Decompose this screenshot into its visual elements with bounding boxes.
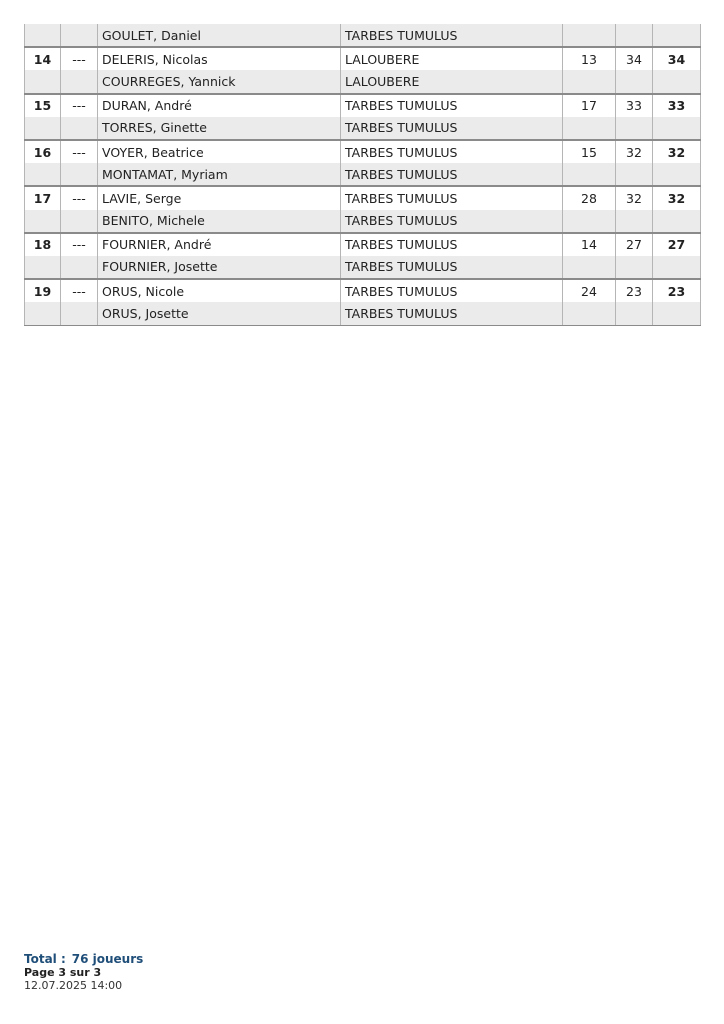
rank-cell bbox=[25, 70, 61, 93]
rank-cell bbox=[25, 117, 61, 140]
club-cell: TARBES TUMULUS bbox=[341, 210, 563, 233]
mark-cell bbox=[61, 256, 98, 279]
table-row bbox=[25, 117, 701, 140]
rank-cell: 19 bbox=[25, 279, 61, 302]
total-label: Total : bbox=[24, 952, 66, 966]
total-score-cell bbox=[653, 210, 701, 233]
rank-cell bbox=[25, 210, 61, 233]
total-score-cell bbox=[653, 117, 701, 140]
club-cell: TARBES TUMULUS bbox=[341, 279, 563, 302]
table-row bbox=[25, 302, 701, 325]
score-2-cell bbox=[616, 256, 653, 279]
mark-cell: --- bbox=[61, 233, 98, 256]
rank-cell: 14 bbox=[25, 47, 61, 70]
mark-cell bbox=[61, 163, 98, 186]
table-row bbox=[25, 186, 701, 209]
mark-cell bbox=[61, 302, 98, 325]
total-score-cell bbox=[653, 70, 701, 93]
player-name-cell: DELERIS, Nicolas bbox=[98, 47, 341, 70]
score-1-cell bbox=[563, 302, 616, 325]
rank-cell bbox=[25, 302, 61, 325]
score-2-cell: 33 bbox=[616, 94, 653, 117]
player-name-cell: ORUS, Nicole bbox=[98, 279, 341, 302]
score-2-cell: 32 bbox=[616, 186, 653, 209]
rank-cell: 16 bbox=[25, 140, 61, 163]
score-2-cell: 34 bbox=[616, 47, 653, 70]
table-row bbox=[25, 47, 701, 70]
club-cell: TARBES TUMULUS bbox=[341, 94, 563, 117]
rank-cell: 15 bbox=[25, 94, 61, 117]
club-cell: TARBES TUMULUS bbox=[341, 140, 563, 163]
club-cell: TARBES TUMULUS bbox=[341, 24, 563, 47]
total-score-cell: 33 bbox=[653, 94, 701, 117]
rank-cell: 17 bbox=[25, 186, 61, 209]
player-name-cell: TORRES, Ginette bbox=[98, 117, 341, 140]
score-1-cell: 24 bbox=[563, 279, 616, 302]
score-1-cell: 17 bbox=[563, 94, 616, 117]
score-1-cell: 14 bbox=[563, 233, 616, 256]
mark-cell: --- bbox=[61, 94, 98, 117]
total-score-cell: 23 bbox=[653, 279, 701, 302]
mark-cell bbox=[61, 117, 98, 140]
total-score-cell bbox=[653, 24, 701, 47]
table-body bbox=[25, 24, 701, 325]
table-row bbox=[25, 210, 701, 233]
table-row bbox=[25, 94, 701, 117]
page-number: Page 3 sur 3 bbox=[24, 966, 102, 979]
player-name-cell: VOYER, Beatrice bbox=[98, 140, 341, 163]
print-timestamp: 12.07.2025 14:00 bbox=[24, 979, 123, 992]
player-name-cell: MONTAMAT, Myriam bbox=[98, 163, 341, 186]
total-score-cell bbox=[653, 256, 701, 279]
rank-cell bbox=[25, 24, 61, 47]
score-1-cell bbox=[563, 117, 616, 140]
table-row bbox=[25, 256, 701, 279]
score-2-cell: 27 bbox=[616, 233, 653, 256]
rank-cell: 18 bbox=[25, 233, 61, 256]
club-cell: TARBES TUMULUS bbox=[341, 302, 563, 325]
player-name-cell: BENITO, Michele bbox=[98, 210, 341, 233]
table-row bbox=[25, 233, 701, 256]
total-score-cell: 32 bbox=[653, 140, 701, 163]
club-cell: TARBES TUMULUS bbox=[341, 186, 563, 209]
table-row bbox=[25, 70, 701, 93]
mark-cell: --- bbox=[61, 279, 98, 302]
total-score-cell bbox=[653, 163, 701, 186]
page-footer bbox=[24, 953, 143, 992]
score-2-cell: 32 bbox=[616, 140, 653, 163]
total-score-cell bbox=[653, 302, 701, 325]
score-1-cell bbox=[563, 163, 616, 186]
total-players bbox=[24, 953, 143, 966]
player-name-cell: ORUS, Josette bbox=[98, 302, 341, 325]
score-1-cell bbox=[563, 24, 616, 47]
mark-cell bbox=[61, 210, 98, 233]
score-1-cell: 13 bbox=[563, 47, 616, 70]
score-2-cell: 23 bbox=[616, 279, 653, 302]
mark-cell: --- bbox=[61, 186, 98, 209]
player-name-cell: LAVIE, Serge bbox=[98, 186, 341, 209]
player-name-cell: FOURNIER, Josette bbox=[98, 256, 341, 279]
score-2-cell bbox=[616, 117, 653, 140]
score-1-cell bbox=[563, 256, 616, 279]
club-cell: TARBES TUMULUS bbox=[341, 117, 563, 140]
total-score-cell: 34 bbox=[653, 47, 701, 70]
mark-cell bbox=[61, 24, 98, 47]
score-2-cell bbox=[616, 163, 653, 186]
club-cell: TARBES TUMULUS bbox=[341, 163, 563, 186]
club-cell: LALOUBERE bbox=[341, 47, 563, 70]
player-name-cell: DURAN, André bbox=[98, 94, 341, 117]
mark-cell: --- bbox=[61, 140, 98, 163]
score-2-cell bbox=[616, 24, 653, 47]
table-row bbox=[25, 279, 701, 302]
total-value: 76 joueurs bbox=[71, 952, 144, 966]
club-cell: LALOUBERE bbox=[341, 70, 563, 93]
club-cell: TARBES TUMULUS bbox=[341, 233, 563, 256]
score-1-cell bbox=[563, 210, 616, 233]
mark-cell bbox=[61, 70, 98, 93]
club-cell: TARBES TUMULUS bbox=[341, 256, 563, 279]
total-score-cell: 32 bbox=[653, 186, 701, 209]
total-score-cell: 27 bbox=[653, 233, 701, 256]
player-name-cell: FOURNIER, André bbox=[98, 233, 341, 256]
results-table bbox=[24, 24, 701, 326]
score-1-cell: 28 bbox=[563, 186, 616, 209]
table-row bbox=[25, 24, 701, 47]
table-row bbox=[25, 140, 701, 163]
player-name-cell: COURREGES, Yannick bbox=[98, 70, 341, 93]
table-row bbox=[25, 163, 701, 186]
score-2-cell bbox=[616, 70, 653, 93]
mark-cell: --- bbox=[61, 47, 98, 70]
rank-cell bbox=[25, 256, 61, 279]
score-1-cell bbox=[563, 70, 616, 93]
rank-cell bbox=[25, 163, 61, 186]
score-2-cell bbox=[616, 210, 653, 233]
score-1-cell: 15 bbox=[563, 140, 616, 163]
player-name-cell: GOULET, Daniel bbox=[98, 24, 341, 47]
score-2-cell bbox=[616, 302, 653, 325]
